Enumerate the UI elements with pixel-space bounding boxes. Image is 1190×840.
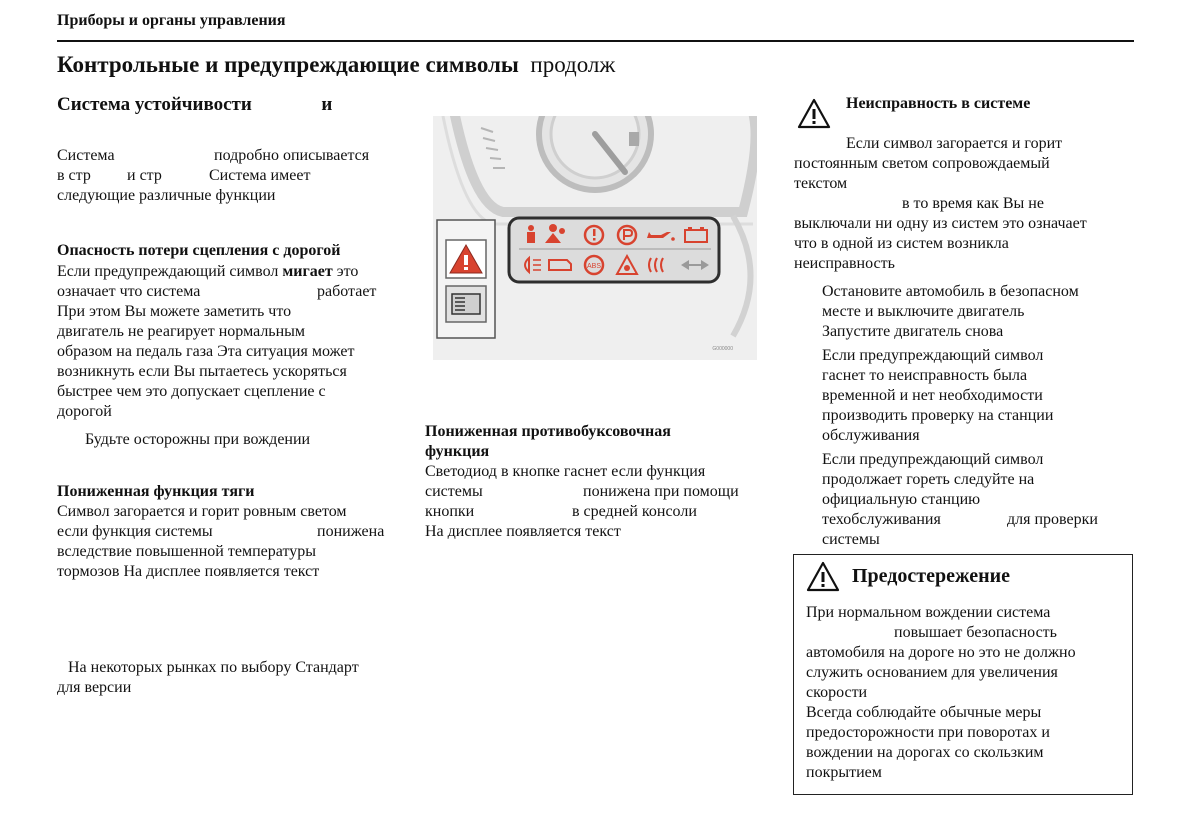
fault-step-text: продолжает гореть следуйте на (822, 471, 1035, 488)
caution-triangle-icon (806, 561, 840, 593)
fault-step-text: техобслуживания (822, 511, 941, 528)
fault-step-text: Если предупреждающий символ (822, 451, 1044, 468)
traction-loss-note: Будьте осторожны при вождении (85, 431, 311, 448)
caution-line: автомобиля на дороге но это не должно (806, 644, 1076, 661)
anti-spin-text: в средней консоли (572, 503, 697, 520)
caution-line: покрытием (806, 764, 882, 781)
reduced-traction-text: понижена (317, 523, 385, 540)
seatbelt-icon (527, 225, 535, 243)
caution-line: Всегда соблюдайте обычные меры (806, 704, 1042, 721)
traction-loss-text: означает что система (57, 283, 201, 300)
warning-light-panel (509, 218, 719, 282)
svg-text:ABS: ABS (586, 263, 602, 270)
footnote-text: для версии (57, 679, 132, 696)
intro-text: Система (57, 147, 115, 164)
traction-loss-text: При этом Вы можете заметить что (57, 303, 292, 320)
stability-heading-part2: и (321, 94, 333, 115)
traction-loss-emphasis: мигает (282, 263, 333, 280)
page-title-continued: продолж (530, 52, 616, 77)
anti-spin-paragraph (425, 462, 765, 542)
anti-spin-text: системы (425, 483, 483, 500)
caution-line: служить основанием для увеличения (806, 664, 1058, 681)
anti-spin-title (425, 422, 765, 462)
traction-loss-text: образом на педаль газа Эта ситуация может (57, 343, 355, 360)
fault-text: что в одной из систем возникла (794, 235, 1009, 252)
caution-title: Предостережение (852, 565, 1011, 587)
stability-heading (57, 94, 332, 116)
reduced-traction-title: Пониженная функция тяги (57, 483, 255, 500)
traction-loss-text: возникнуть если Вы пытаетесь ускоряться (57, 363, 347, 380)
dashboard-illustration (433, 116, 757, 360)
anti-spin-title-line: функция (425, 443, 490, 460)
cluster-right-edge (733, 216, 751, 336)
traction-loss-text: это (336, 263, 359, 280)
triangle-exclamation-bar (464, 255, 468, 265)
footnote (57, 658, 402, 698)
traction-loss-text: Если предупреждающий символ (57, 263, 279, 280)
traction-loss-text: работает (317, 283, 377, 300)
fault-step-text: месте и выключите двигатель (822, 303, 1025, 320)
fault-text: постоянным светом сопровождаемый (794, 155, 1050, 172)
fault-paragraph (794, 134, 1134, 274)
fault-step-text: Если предупреждающий символ (822, 347, 1044, 364)
page-title (57, 52, 615, 78)
headlight-icon (452, 294, 480, 314)
fault-step-text: официальную станцию (822, 491, 981, 508)
fault-step-text: временной и нет необходимости (822, 387, 1043, 404)
caution-line: повышает безопасность (894, 624, 1057, 641)
fuel-pump-icon (629, 132, 639, 146)
anti-spin-title-line: Пониженная противобуксовочная (425, 423, 671, 440)
image-code: G000000 (712, 346, 733, 352)
anti-spin-text: понижена при помощи (583, 483, 739, 500)
caution-line: При нормальном вождении система (806, 604, 1051, 621)
reduced-traction-text: вследствие повышенной температуры (57, 543, 316, 560)
triangle-exclamation-dot (464, 267, 468, 270)
caution-text (806, 603, 1126, 783)
fault-warning-triangle-icon (797, 98, 831, 130)
fault-step-text: для проверки (1007, 511, 1098, 528)
caution-line: вождении на дорогах со скользким (806, 744, 1044, 761)
reduced-traction-paragraph (57, 502, 397, 582)
fault-title: Неисправность в системе (846, 95, 1031, 112)
footnote-text: На некоторых рынках по выбору Стандарт (68, 659, 359, 676)
reduced-traction-text: Символ загорается и горит ровным светом (57, 503, 347, 520)
intro-text: в стр (57, 167, 91, 184)
fault-step-text: производить проверку на станции (822, 407, 1054, 424)
caution-line: скорости (806, 684, 868, 701)
fault-step-text: системы (822, 531, 880, 548)
reduced-traction-text: если функция системы (57, 523, 213, 540)
fault-step-text: Остановите автомобиль в безопасном (822, 283, 1079, 300)
intro-text: и стр (127, 167, 162, 184)
intro-paragraph (57, 146, 397, 206)
traction-loss-text: двигатель не реагирует нормальным (57, 323, 306, 340)
traction-loss-text: дорогой (57, 403, 112, 420)
fault-text: неисправность (794, 255, 895, 272)
page-title-main: Контрольные и предупреждающие символы (57, 52, 519, 77)
fault-step-text: гаснет то неисправность была (822, 367, 1028, 384)
fault-text: Если символ загорается и горит (846, 135, 1063, 152)
reduced-traction-text: тормозов На дисплее появляется текст (57, 563, 320, 580)
anti-spin-text: кнопки (425, 503, 475, 520)
fault-step-text: обслуживания (822, 427, 920, 444)
traction-loss-text: быстрее чем это допускает сцепление с (57, 383, 326, 400)
fault-text: выключали ни одну из систем это означает (794, 215, 1087, 232)
caution-box (793, 554, 1133, 795)
caution-line: предосторожности при поворотах и (806, 724, 1050, 741)
tacho-ticks (481, 128, 505, 168)
traction-loss-title: Опасность потери сцепления с дорогой (57, 242, 341, 259)
stability-heading-part1: Система устойчивости (57, 94, 252, 115)
intro-text: Система имеет (209, 167, 311, 184)
header-rule (57, 40, 1134, 42)
traction-loss-paragraph (57, 262, 397, 422)
anti-spin-text: На дисплее появляется текст (425, 523, 621, 540)
anti-spin-text: Светодиод в кнопке гаснет если функция (425, 463, 706, 480)
intro-text: следующие различные функции (57, 187, 276, 204)
intro-text: подробно описывается (214, 147, 370, 164)
fault-text: текстом (794, 175, 848, 192)
fault-text: в то время как Вы не (902, 195, 1044, 212)
section-header: Приборы и органы управления (57, 12, 286, 29)
fault-steps (822, 282, 1132, 550)
fault-step-text: Запустите двигатель снова (822, 323, 1004, 340)
dashboard-svg (433, 116, 757, 360)
